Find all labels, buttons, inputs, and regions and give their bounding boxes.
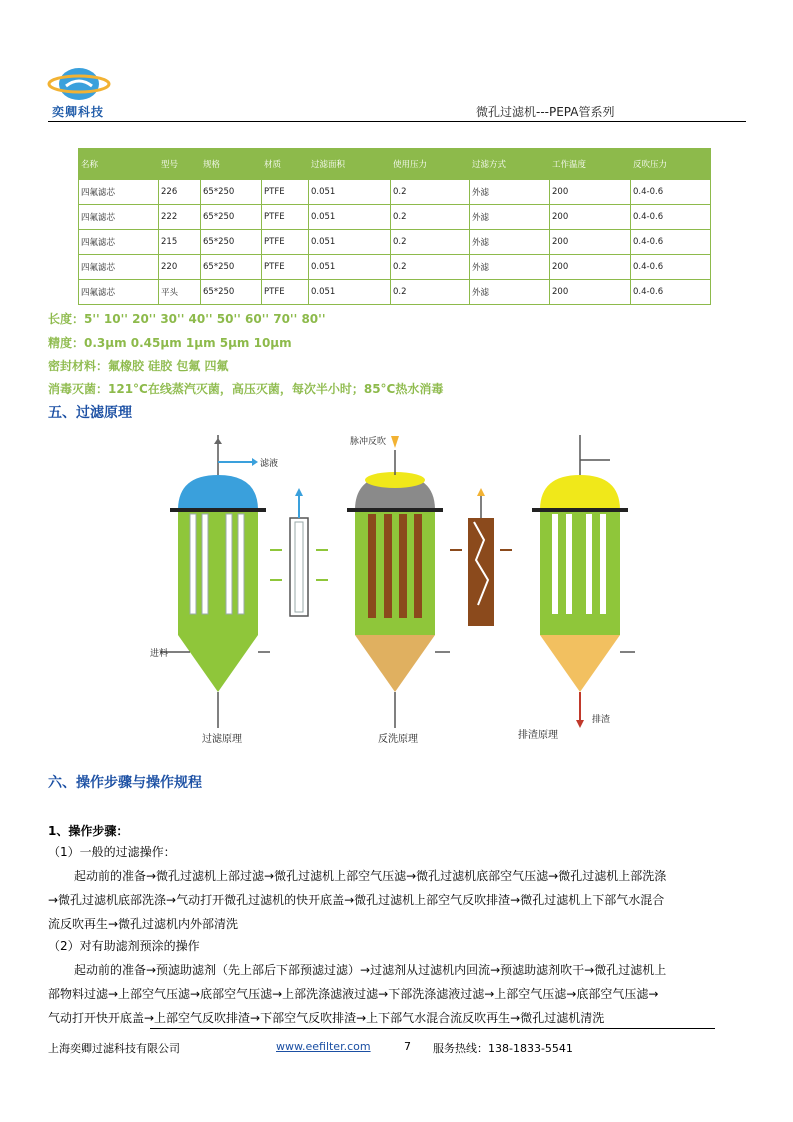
col-header: 工作温度 [550, 149, 631, 180]
table-row [79, 280, 711, 305]
vessel-filter [160, 435, 270, 728]
cell: 0.4-0.6 [631, 205, 711, 230]
label-pulse: 脉冲反吹 [350, 437, 387, 447]
table-row [79, 180, 711, 205]
cell: 0.2 [391, 230, 470, 255]
cell: 0.051 [309, 205, 391, 230]
cell: 65*250 [201, 255, 262, 280]
cell: 0.051 [309, 180, 391, 205]
cell: 0.4-0.6 [631, 255, 711, 280]
cell: 0.4-0.6 [631, 230, 711, 255]
cell: 65*250 [201, 280, 262, 305]
col-header: 型号 [159, 149, 201, 180]
cell: 四氟滤芯 [79, 230, 159, 255]
cell: 200 [550, 255, 631, 280]
cell: 外滤 [470, 205, 550, 230]
cell: 0.2 [391, 205, 470, 230]
cell: 平头 [159, 280, 201, 305]
label-feed: 进料 [150, 649, 169, 659]
cell: 外滤 [470, 230, 550, 255]
item2-line: 部物料过滤→上部空气压滤→底部空气压滤→上部洗涤滤液过滤→下部洗涤滤液过滤→上部空气压滤→底部空气压滤→ [48, 987, 659, 1001]
filtration-diagram [140, 430, 655, 750]
col-header: 规格 [201, 149, 262, 180]
item1-line: 起动前的准备→微孔过滤机上部过滤→微孔过滤机上部空气压滤→微孔过滤机底部空气压滤→微孔过滤机上部洗涤 [74, 869, 667, 883]
label-filtrate: 滤液 [260, 459, 279, 469]
cell: PTFE [262, 280, 309, 305]
item2-title: （2）对有助滤剂预涂的操作 [48, 939, 200, 953]
cell: 220 [159, 255, 201, 280]
logo-text: 奕卿科技 [52, 105, 105, 119]
col-header: 名称 [79, 149, 159, 180]
cell: 65*250 [201, 230, 262, 255]
cell: 200 [550, 180, 631, 205]
col-header: 过滤面积 [309, 149, 391, 180]
table-row [79, 255, 711, 280]
col-header: 材质 [262, 149, 309, 180]
element-detail-2 [450, 488, 512, 626]
spec-sterilize: 消毒灭菌：121°C在线蒸汽灭菌，高压灭菌，每次半小时；85°C热水消毒 [48, 382, 444, 396]
cell: PTFE [262, 255, 309, 280]
cell: 外滤 [470, 255, 550, 280]
header-rule [48, 121, 746, 122]
element-detail-1 [270, 488, 328, 616]
footer-company: 上海奕卿过滤科技有限公司 [48, 1042, 180, 1055]
spec-seal: 密封材料：氟橡胶 硅胶 包氟 四氟 [48, 359, 229, 373]
cell: 0.051 [309, 280, 391, 305]
item1-title: （1）一般的过滤操作： [48, 845, 176, 859]
vessel-backwash [347, 436, 450, 728]
cell: 226 [159, 180, 201, 205]
vessel-discharge [532, 435, 635, 728]
cell: 四氟滤芯 [79, 205, 159, 230]
caption-backwash: 反洗原理 [378, 734, 418, 745]
item2-line: 气动打开快开底盖→上部空气反吹排渣→下部空气反吹排渣→上下部气水混合流反吹再生→微孔过滤机清洗 [48, 1011, 605, 1025]
item1-line: →微孔过滤机底部洗涤→气动打开微孔过滤机的快开底盖→微孔过滤机上部空气反吹排渣→微孔过滤机上下部气水混合 [48, 893, 665, 907]
section-5-title: 五、过滤原理 [48, 405, 132, 421]
footer-rule [150, 1028, 715, 1029]
item2-line: 起动前的准备→预滤助滤剂（先上部后下部预滤过滤）→过滤剂从过滤机内回流→预滤助滤剂吹干→微孔过滤机上 [74, 963, 667, 977]
cell: 四氟滤芯 [79, 180, 159, 205]
cell: 外滤 [470, 280, 550, 305]
cell: 200 [550, 205, 631, 230]
item1-line: 流反吹再生→微孔过滤机内外部清洗 [48, 917, 239, 931]
cell: 200 [550, 230, 631, 255]
cell: 四氟滤芯 [79, 255, 159, 280]
cell: PTFE [262, 205, 309, 230]
table-row [79, 205, 711, 230]
col-header: 反吹压力 [631, 149, 711, 180]
cell: PTFE [262, 230, 309, 255]
cell: 0.2 [391, 255, 470, 280]
spec-length: 长度：5'' 10'' 20'' 30'' 40'' 50'' 60'' 70'' 80'' [48, 312, 326, 326]
section-6-title: 六、操作步骤与操作规程 [48, 775, 202, 791]
caption-discharge: 排渣原理 [518, 730, 558, 741]
page-number: 7 [404, 1040, 411, 1053]
steps-subtitle: 1、操作步骤： [48, 824, 129, 838]
footer-hotline: 服务热线：138-1833-5541 [433, 1042, 573, 1055]
cell: 65*250 [201, 180, 262, 205]
table-header-row [79, 149, 711, 180]
cell: 0.2 [391, 280, 470, 305]
cell: 222 [159, 205, 201, 230]
cell: 0.4-0.6 [631, 280, 711, 305]
doc-title: 微孔过滤机---PEPA管系列 [476, 105, 615, 119]
label-discharge: 排渣 [592, 715, 611, 725]
cell: 0.4-0.6 [631, 180, 711, 205]
spec-precision: 精度：0.3μm 0.45μm 1μm 5μm 10μm [48, 336, 292, 350]
cell: 200 [550, 280, 631, 305]
cell: 四氟滤芯 [79, 280, 159, 305]
col-header: 过滤方式 [470, 149, 550, 180]
cell: 0.051 [309, 255, 391, 280]
cell: 0.2 [391, 180, 470, 205]
footer-website-link[interactable]: www.eefilter.com [276, 1040, 371, 1053]
col-header: 使用压力 [391, 149, 470, 180]
cell: 65*250 [201, 205, 262, 230]
caption-filter: 过滤原理 [202, 734, 242, 745]
cell: 215 [159, 230, 201, 255]
spec-table [78, 148, 711, 305]
cell: 0.051 [309, 230, 391, 255]
cell: PTFE [262, 180, 309, 205]
cell: 外滤 [470, 180, 550, 205]
table-row [79, 230, 711, 255]
